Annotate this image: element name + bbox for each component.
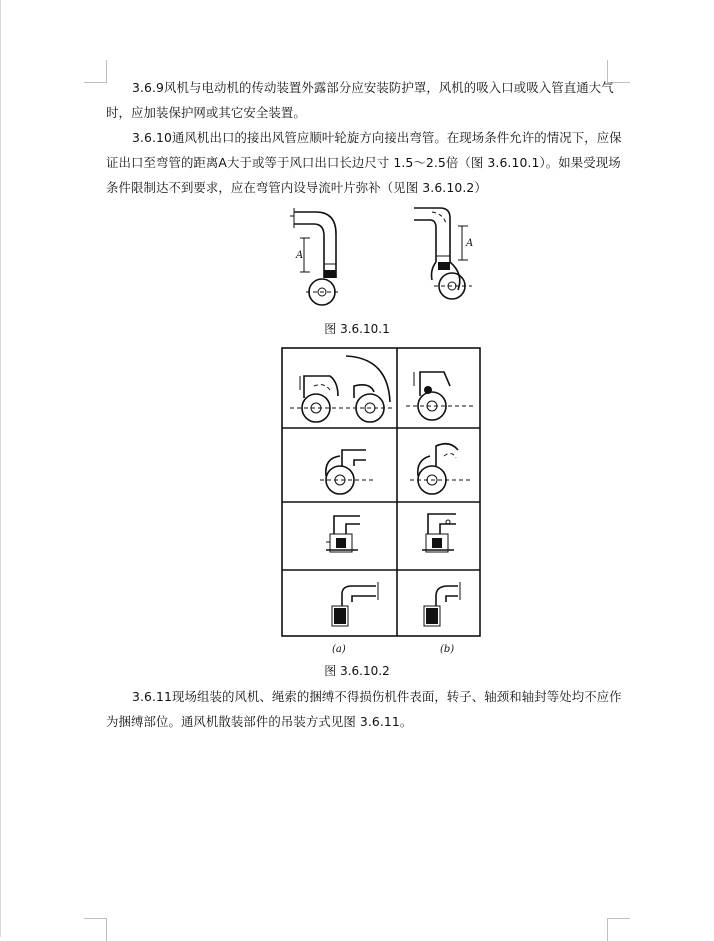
- dimension-label-a-left: A: [296, 250, 304, 261]
- figure-cell-3a: [326, 516, 360, 552]
- figure-3-6-10-1: [280, 200, 480, 310]
- crop-mark-bottom-right: [607, 918, 630, 941]
- figure-3-6-10-2: [280, 346, 484, 658]
- column-label-a: (a): [332, 644, 346, 655]
- paragraph-3-6-11: [106, 684, 632, 734]
- paragraph-3-6-9: [106, 75, 632, 125]
- column-label-b: (b): [440, 644, 455, 655]
- fan-outlet-diagram-right: [414, 208, 473, 299]
- figure-cell-2b: [410, 444, 470, 494]
- figure-cell-4a: [332, 582, 378, 626]
- figure-3-6-10-1-caption: 图 3.6.10.1: [324, 322, 390, 336]
- fan-outlet-diagram-left: [290, 208, 340, 305]
- figure-cell-1a: [290, 356, 394, 422]
- paragraph-3-6-9-text: 3.6.9风机与电动机的传动装置外露部分应安装防护罩，风机的吸入口或吸入管直通大气时，应加装保护网或其它安全装置。: [106, 80, 614, 120]
- paragraph-3-6-10-text: 3.6.10通风机出口的接出风管应顺叶轮旋方向接出弯管。在现场条件允许的情况下，应保证出口至弯管的距离A大于或等于风口出口长边尺寸 1.5～2.5倍（图 3.6.10.1）。如果受现场条件限制达不到要求，应在弯管内设导流叶片弥补（见图 3.6.10.2）: [106, 130, 622, 195]
- dimension-label-a-right: A: [466, 238, 474, 249]
- page-edge: [0, 0, 1, 937]
- paragraph-3-6-11-text: 3.6.11现场组装的风机、绳索的捆缚不得损伤机件表面，转子、轴颈和轴封等处均不应作为捆缚部位。通风机散装部件的吊装方式见图 3.6.11。: [106, 689, 622, 729]
- crop-mark-bottom-left: [84, 918, 107, 941]
- figure-cell-2a: [320, 450, 374, 494]
- figure-cell-4b: [424, 582, 460, 626]
- crop-mark-top-left: [84, 60, 107, 83]
- paragraph-3-6-10: [106, 125, 632, 200]
- figure-cell-1b: [406, 372, 476, 420]
- figure-3-6-10-2-caption: 图 3.6.10.2: [324, 664, 390, 678]
- figure-cell-3b: [422, 514, 456, 552]
